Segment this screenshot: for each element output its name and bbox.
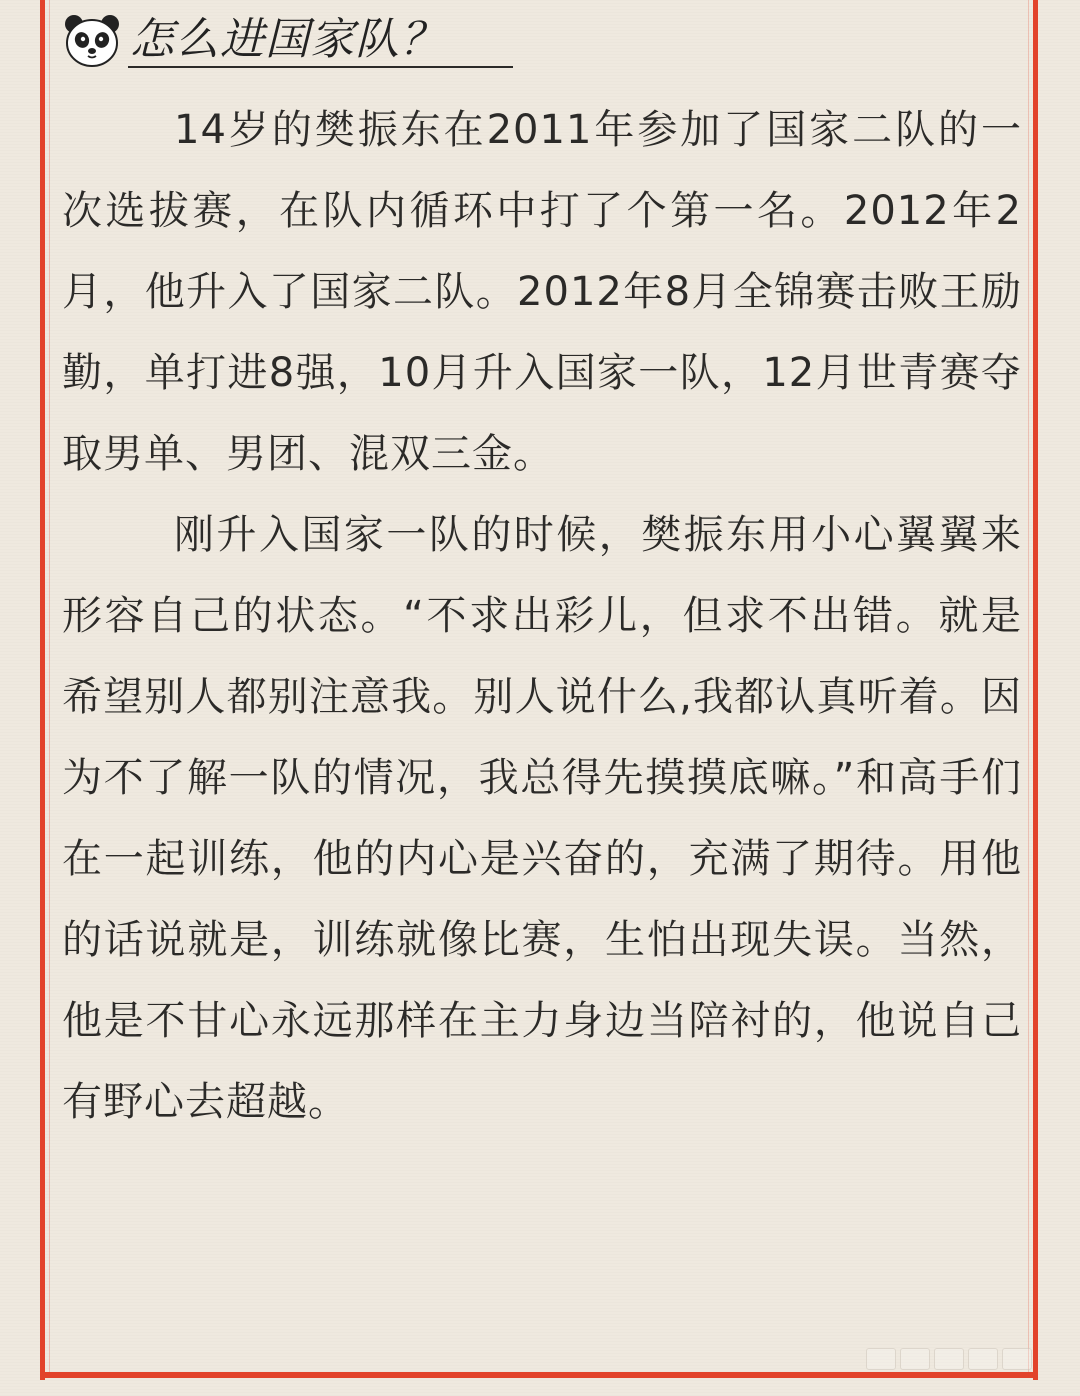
frame-bottom-border: [40, 1372, 1038, 1378]
paragraph-1: 14岁的樊振东在2011年参加了国家二队的一次选拔赛，在队内循环中打了个第一名。2012年2月，他升入了国家二队。2012年8月全锦赛击败王励勤，单打进8强，10月升入国家一队，12月世青赛夺取男单、男团、混双三金。: [62, 107, 1022, 477]
panda-icon: [62, 12, 122, 68]
watermark-mark: [1002, 1348, 1032, 1370]
watermark-mark: [934, 1348, 964, 1370]
frame-left-border: [40, 0, 45, 1380]
watermark-mark: [900, 1348, 930, 1370]
paragraph-2: 刚升入国家一队的时候，樊振东用小心翼翼来形容自己的状态。“不求出彩儿，但求不出错。就是希望别人都别注意我。别人说什么,我都认真听着。因为不了解一队的情况，我总得先摸摸底嘛。”和高手们在一起训练，他的内心是兴奋的，充满了期待。用他的话说就是，训练就像比赛，生怕出现失误。当然，他是不甘心永远那样在主力身边当陪衬的，他说自己有野心去超越。: [62, 512, 1022, 1125]
page-title: 怎么进国家队？: [130, 14, 445, 65]
watermark-mark: [866, 1348, 896, 1370]
frame-right-border: [1033, 0, 1038, 1380]
title-underline: [128, 66, 513, 68]
watermark: [866, 1348, 1032, 1370]
frame-inner-right-line: [1028, 0, 1029, 1372]
watermark-mark: [968, 1348, 998, 1370]
article-body: [62, 90, 1022, 1143]
frame-inner-left-line: [49, 0, 50, 1372]
title-row: [62, 10, 457, 70]
